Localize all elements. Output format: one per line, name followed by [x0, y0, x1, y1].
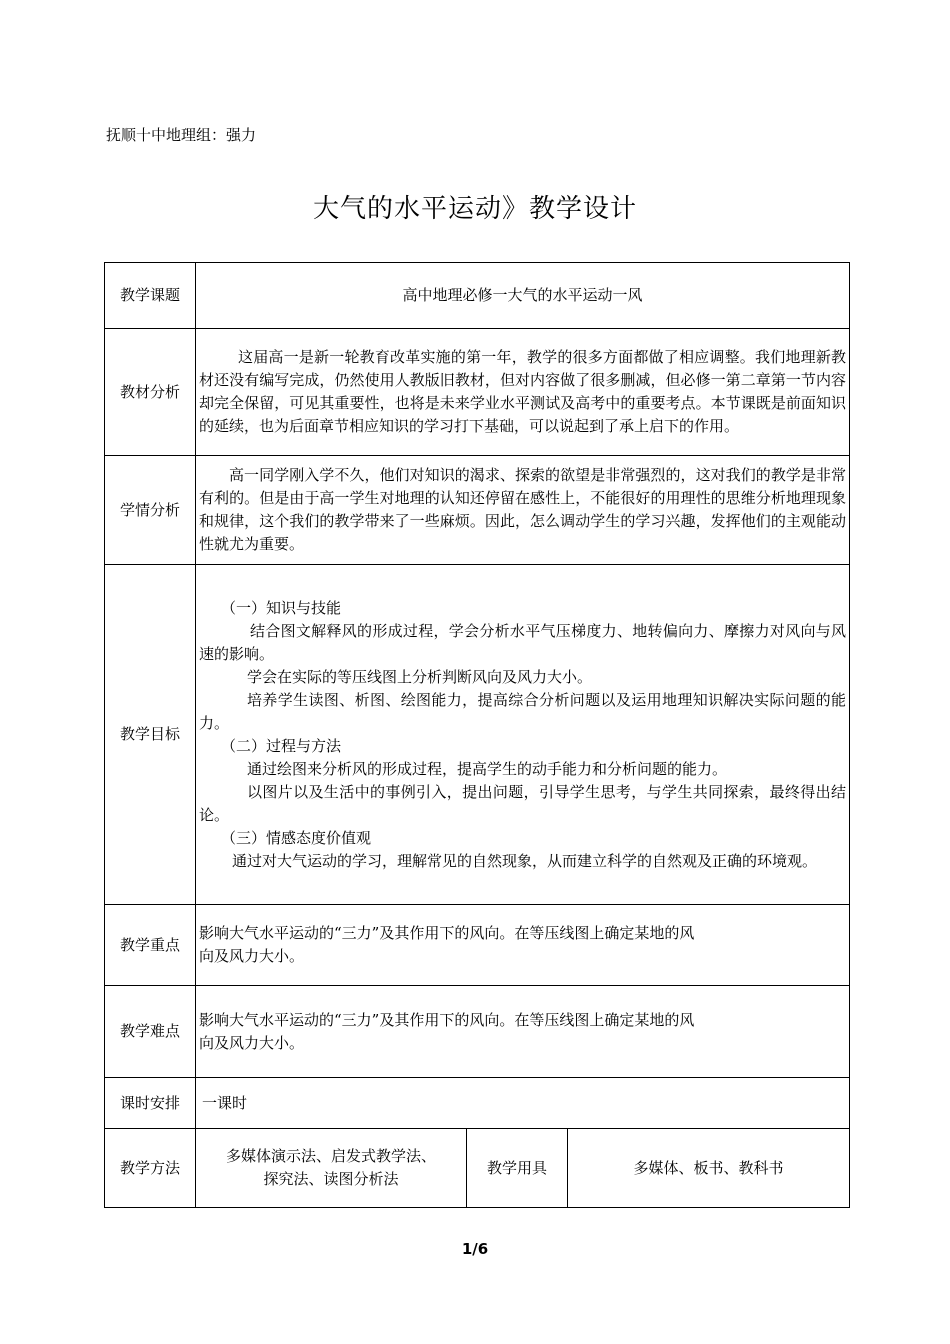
- student-analysis-text: 高一同学刚入学不久，他们对知识的渴求、探索的欲望是非常强烈的，这对我们的教学是非常有利的。但是由于高一学生对地理的认知还停留在感性上，不能很好的用理性的思维分析地理现象和规律，这个我们的教学带来了一些麻烦。因此，怎么调动学生的学习兴趣，发挥他们的主观能动性就尤为重要。: [199, 466, 847, 553]
- goals-heading-knowledge: （一）知识与技能: [221, 598, 342, 617]
- author-line: 抚顺十中地理组：强力: [106, 126, 257, 144]
- goals-heading-attitude: （三）情感态度价值观: [221, 828, 372, 847]
- value-schedule: 一课时: [196, 1078, 850, 1129]
- material-analysis-text: 这届高一是新一轮教育改革实施的第一年，教学的很多方面都做了相应调整。我们地理新教材还没有编写完成，仍然使用人教版旧教材，但对内容做了很多删减，但必修一第二章第一节内容却完全保留，可见其重要性，也将是未来学业水平测试及高考中的重要考点。本节课既是前面知识的延续，也为后面章节相应知识的学习打下基础，可以说起到了承上启下的作用。: [199, 348, 847, 435]
- value-method: [196, 1129, 467, 1208]
- goals-heading-process: （二）过程与方法: [221, 736, 342, 755]
- label-difficulty: 教学难点: [105, 986, 196, 1078]
- focus-line-1: 影响大气水平运动的“三力”及其作用下的风向。在等压线图上确定某地的风: [199, 924, 695, 942]
- page-number: 1/6: [461, 1240, 489, 1258]
- row-material: [105, 329, 850, 456]
- label-topic: 教学课题: [105, 263, 196, 329]
- row-focus: [105, 905, 850, 986]
- row-schedule: [105, 1078, 850, 1129]
- method-line-2: 探究法、读图分析法: [263, 1170, 399, 1188]
- value-goals: [196, 565, 850, 905]
- row-students: [105, 456, 850, 565]
- method-line-1: 多媒体演示法、启发式教学法、: [225, 1147, 436, 1165]
- label-tools: 教学用具: [467, 1129, 568, 1208]
- goals-paragraph: 学会在实际的等压线图上分析判断风向及风力大小。: [247, 667, 593, 686]
- value-material: [196, 329, 850, 456]
- label-method: 教学方法: [105, 1129, 196, 1208]
- goals-paragraph: 通过对大气运动的学习，理解常见的自然现象，从而建立科学的自然观及正确的环境观。: [232, 851, 818, 870]
- value-students: [196, 456, 850, 565]
- goals-paragraph: 通过绘图来分析风的形成过程，提高学生的动手能力和分析问题的能力。: [247, 759, 728, 778]
- label-students: 学情分析: [105, 456, 196, 565]
- label-goals: 教学目标: [105, 565, 196, 905]
- difficulty-line-2: 向及风力大小。: [199, 1033, 305, 1052]
- value-difficulty: [196, 986, 850, 1078]
- value-tools: 多媒体、板书、教科书: [568, 1129, 850, 1208]
- goals-paragraph: 以图片以及生活中的事例引入，提出问题，引导学生思考，与学生共同探索，最终得出结论。: [199, 782, 847, 824]
- goals-paragraph: 培养学生读图、析图、绘图能力，提高综合分析问题以及运用地理知识解决实际问题的能力。: [199, 690, 847, 732]
- label-schedule: 课时安排: [105, 1078, 196, 1129]
- row-difficulty: [105, 986, 850, 1078]
- lesson-plan-table: [104, 262, 850, 1208]
- focus-line-2: 向及风力大小。: [199, 947, 305, 965]
- value-focus: [196, 905, 850, 986]
- row-goals: [105, 565, 850, 905]
- goals-paragraph: 结合图文解释风的形成过程，学会分析水平气压梯度力、地转偏向力、摩擦力对风向与风速的影响。: [199, 621, 847, 663]
- row-method: [105, 1129, 850, 1208]
- label-focus: 教学重点: [105, 905, 196, 986]
- difficulty-line-1: 影响大气水平运动的“三力”及其作用下的风向。在等压线图上确定某地的风: [199, 1010, 695, 1029]
- label-material: 教材分析: [105, 329, 196, 456]
- row-topic: [105, 263, 850, 329]
- document-title: 大气的水平运动》教学设计: [312, 194, 637, 224]
- value-topic: 高中地理必修一大气的水平运动一风: [196, 263, 850, 329]
